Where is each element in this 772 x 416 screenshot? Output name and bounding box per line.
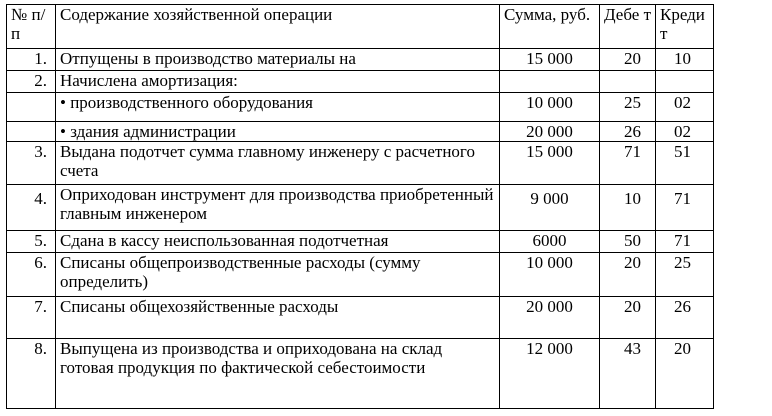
header-num: № п/п — [7, 5, 56, 49]
row-sum: 12 000 — [500, 339, 600, 409]
row-description: Начислена амортизация: — [56, 71, 500, 93]
row-number: 5. — [7, 231, 56, 253]
row-description: Сдана в кассу неиспользованная подотчетная — [56, 231, 500, 253]
row-sum: 20 000 — [500, 122, 600, 142]
row-number: 1. — [7, 49, 56, 71]
header-description: Содержание хозяйственной операции — [56, 5, 500, 49]
table-row — [7, 231, 714, 253]
header-sum: Сумма, руб. — [500, 5, 600, 49]
row-sum: 6000 — [500, 231, 600, 253]
header-row — [7, 5, 714, 49]
row-sum: 15 000 — [500, 49, 600, 71]
row-description: Отпущены в производство материалы на — [56, 49, 500, 71]
operations-table — [6, 4, 714, 409]
row-debit: 50 — [600, 231, 656, 253]
table-row — [7, 185, 714, 231]
row-credit: 20 — [656, 339, 714, 409]
row-sum: 9 000 — [500, 185, 600, 231]
row-debit: 20 — [600, 253, 656, 297]
table-row — [7, 339, 714, 409]
row-sum: 10 000 — [500, 253, 600, 297]
row-debit: 20 — [600, 49, 656, 71]
row-sum: 20 000 — [500, 297, 600, 339]
row-debit: 10 — [600, 185, 656, 231]
table-row — [7, 122, 714, 142]
row-credit: 71 — [656, 231, 714, 253]
table-row — [7, 142, 714, 185]
row-number: 4. — [7, 185, 56, 231]
row-description: Списаны общепроизводственные расходы (сумму определить) — [56, 253, 500, 297]
row-description: Списаны общехозяйственные расходы — [56, 297, 500, 339]
row-description: Выпущена из производства и оприходована на склад готовая продукция по фактической себестоимости — [56, 339, 500, 409]
row-description: Оприходован инструмент для производства приобретенный главным инженером — [56, 185, 500, 231]
row-description: • производственного оборудования — [56, 93, 500, 122]
row-credit: 10 — [656, 49, 714, 71]
table-row — [7, 297, 714, 339]
row-number — [7, 122, 56, 142]
table-row — [7, 49, 714, 71]
row-credit: 71 — [656, 185, 714, 231]
row-number: 8. — [7, 339, 56, 409]
row-credit: 51 — [656, 142, 714, 185]
row-sum: 15 000 — [500, 142, 600, 185]
table-row — [7, 93, 714, 122]
row-credit: 26 — [656, 297, 714, 339]
row-debit: 25 — [600, 93, 656, 122]
row-debit: 43 — [600, 339, 656, 409]
row-number: 7. — [7, 297, 56, 339]
row-description: • здания администрации — [56, 122, 500, 142]
row-number — [7, 93, 56, 122]
row-debit: 26 — [600, 122, 656, 142]
table-row — [7, 253, 714, 297]
row-credit: 25 — [656, 253, 714, 297]
row-credit — [656, 71, 714, 93]
row-description: Выдана подотчет сумма главному инженеру с расчетного счета — [56, 142, 500, 185]
row-number: 6. — [7, 253, 56, 297]
header-debit: Дебе т — [600, 5, 656, 49]
row-debit — [600, 71, 656, 93]
row-debit: 71 — [600, 142, 656, 185]
header-credit: Креди т — [656, 5, 714, 49]
table-row — [7, 71, 714, 93]
row-number: 2. — [7, 71, 56, 93]
row-sum: 10 000 — [500, 93, 600, 122]
row-sum — [500, 71, 600, 93]
row-credit: 02 — [656, 93, 714, 122]
row-debit: 20 — [600, 297, 656, 339]
row-number: 3. — [7, 142, 56, 185]
row-credit: 02 — [656, 122, 714, 142]
